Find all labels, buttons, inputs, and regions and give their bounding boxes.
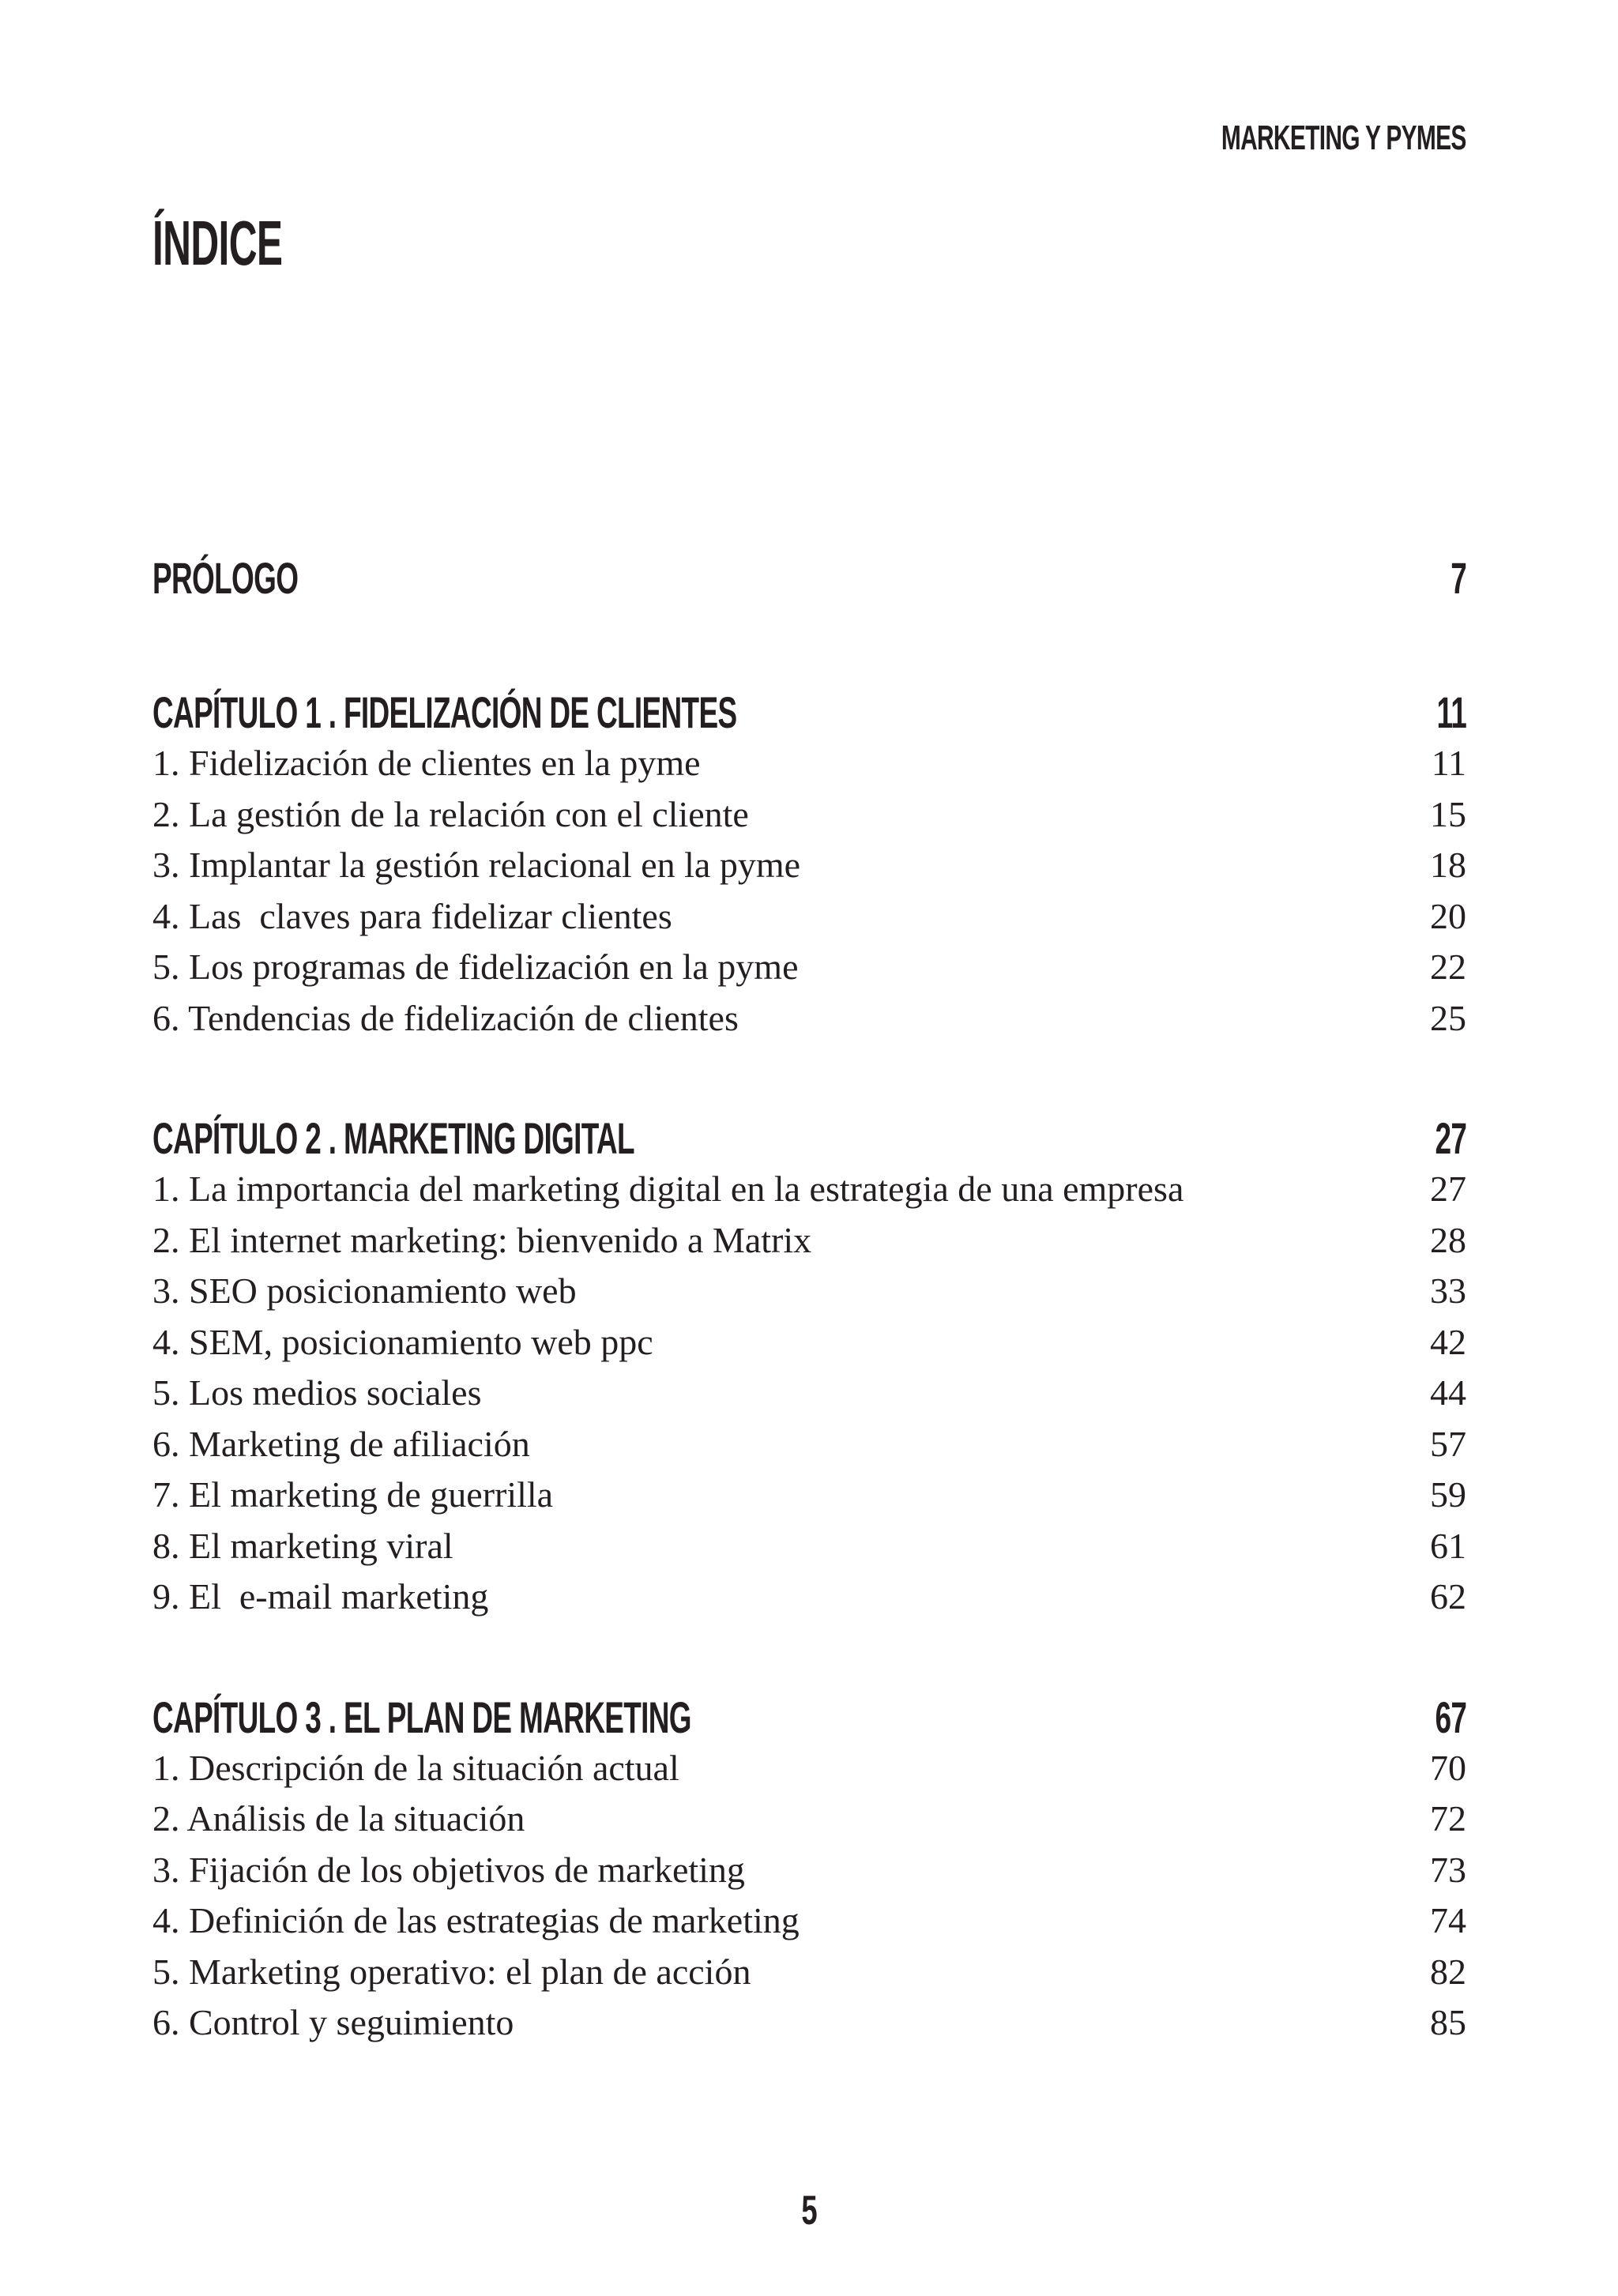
toc-entry-page: 11 [1431, 743, 1466, 783]
toc-entry-page: 18 [1430, 845, 1466, 885]
toc-entry-label: 4. Las claves para fidelizar clientes [152, 895, 672, 936]
toc-chapter-heading [152, 672, 1466, 738]
toc-entry [152, 738, 1466, 789]
toc-prologo-page: 7 [1451, 553, 1466, 603]
toc-entry-page: 59 [1430, 1474, 1466, 1515]
toc-entry [152, 1794, 1466, 1845]
toc-chapter-2 [152, 1097, 1466, 1623]
page-title: ÍNDICE [152, 208, 283, 278]
toc-entry [152, 1997, 1466, 2049]
toc-chapter-page: 11 [1436, 687, 1466, 737]
toc-entry-page: 74 [1430, 1900, 1466, 1940]
toc-chapter-page: 67 [1435, 1692, 1466, 1742]
toc-entry-label: 5. Los medios sociales [152, 1372, 482, 1413]
toc-chapter-heading [152, 1677, 1466, 1743]
toc-entry-label: 5. Los programas de fidelización en la pyme [152, 947, 799, 987]
toc-entry [152, 1317, 1466, 1368]
toc-chapter-page: 27 [1435, 1113, 1466, 1163]
toc-entry [152, 1845, 1466, 1896]
toc-entry-label: 8. El marketing viral [152, 1525, 453, 1566]
toc-entry [152, 942, 1466, 993]
toc-entry-label: 1. Fidelización de clientes en la pyme [152, 743, 701, 783]
toc-entry-label: 6. Control y seguimiento [152, 2002, 514, 2042]
page-number-text: 5 [800, 2188, 818, 2234]
toc-entry-label: 2. El internet marketing: bienvenido a Matrix [152, 1219, 812, 1260]
toc-entry-page: 72 [1430, 1798, 1466, 1839]
toc-entry-label: 3. SEO posicionamiento web [152, 1270, 577, 1311]
toc-entry [152, 1895, 1466, 1947]
toc-entry-page: 57 [1430, 1423, 1466, 1464]
toc-entry [152, 1266, 1466, 1317]
toc-entry-page: 70 [1430, 1747, 1466, 1788]
toc-entry [152, 1164, 1466, 1215]
toc-entry [152, 1571, 1466, 1623]
toc-chapter-label: CAPÍTULO 1 . FIDELIZACIÓN DE CLIENTES [152, 687, 737, 737]
toc-entry-label: 2. La gestión de la relación con el cliente [152, 793, 749, 834]
toc-entry [152, 1419, 1466, 1470]
toc-entry-page: 85 [1430, 2002, 1466, 2042]
toc-entry-label: 9. El e-mail marketing [152, 1576, 489, 1617]
toc-entry-page: 25 [1430, 997, 1466, 1038]
toc-entry-label: 7. El marketing de guerrilla [152, 1474, 554, 1515]
toc-entry-label: 1. La importancia del marketing digital en la estrategia de una empresa [152, 1169, 1184, 1209]
toc-entry-label: 1. Descripción de la situación actual [152, 1747, 679, 1788]
toc-entry-label: 3. Implantar la gestión relacional en la pyme [152, 845, 801, 885]
toc-entry [152, 1743, 1466, 1794]
toc-entry-page: 44 [1430, 1372, 1466, 1413]
toc-entry [152, 993, 1466, 1044]
toc-chapter-1 [152, 672, 1466, 1044]
toc-entry [152, 1947, 1466, 1998]
toc-chapter-heading [152, 1097, 1466, 1164]
toc-entry-page: 73 [1430, 1849, 1466, 1890]
toc-entry [152, 1215, 1466, 1267]
toc-entry-page: 62 [1430, 1576, 1466, 1617]
toc-entry-label: 6. Tendencias de fidelización de clientes [152, 997, 739, 1038]
toc-chapter-3 [152, 1677, 1466, 2049]
toc-entry-page: 42 [1430, 1321, 1466, 1362]
toc-entry [152, 891, 1466, 943]
toc-chapter-label: CAPÍTULO 2 . MARKETING DIGITAL [152, 1113, 634, 1163]
page-number [0, 2187, 1618, 2234]
table-of-contents [152, 537, 1466, 2049]
toc-entry-label: 4. Definición de las estrategias de marketing [152, 1900, 800, 1940]
toc-entry [152, 1368, 1466, 1419]
toc-entry-page: 27 [1430, 1169, 1466, 1209]
toc-entry-page: 22 [1430, 947, 1466, 987]
toc-entry [152, 1521, 1466, 1572]
toc-entry-page: 15 [1430, 793, 1466, 834]
toc-entry-label: 5. Marketing operativo: el plan de acción [152, 1951, 751, 1992]
toc-prologo-label: PRÓLOGO [152, 553, 299, 603]
toc-entry-page: 61 [1430, 1525, 1466, 1566]
toc-entry-page: 33 [1430, 1270, 1466, 1311]
toc-entry-page: 82 [1430, 1951, 1466, 1992]
toc-prologo [152, 537, 1466, 604]
toc-entry [152, 1470, 1466, 1521]
toc-entry-label: 4. SEM, posicionamiento web ppc [152, 1321, 653, 1362]
toc-chapter-label: CAPÍTULO 3 . EL PLAN DE MARKETING [152, 1692, 691, 1742]
toc-entry-page: 28 [1430, 1219, 1466, 1260]
toc-entry [152, 789, 1466, 841]
toc-entry-page: 20 [1430, 895, 1466, 936]
toc-entry-label: 2. Análisis de la situación [152, 1798, 525, 1839]
toc-entry [152, 840, 1466, 891]
running-header: MARKETING Y PYMES [1221, 119, 1466, 157]
toc-entry-label: 6. Marketing de afiliación [152, 1423, 530, 1464]
toc-entry-label: 3. Fijación de los objetivos de marketing [152, 1849, 745, 1890]
